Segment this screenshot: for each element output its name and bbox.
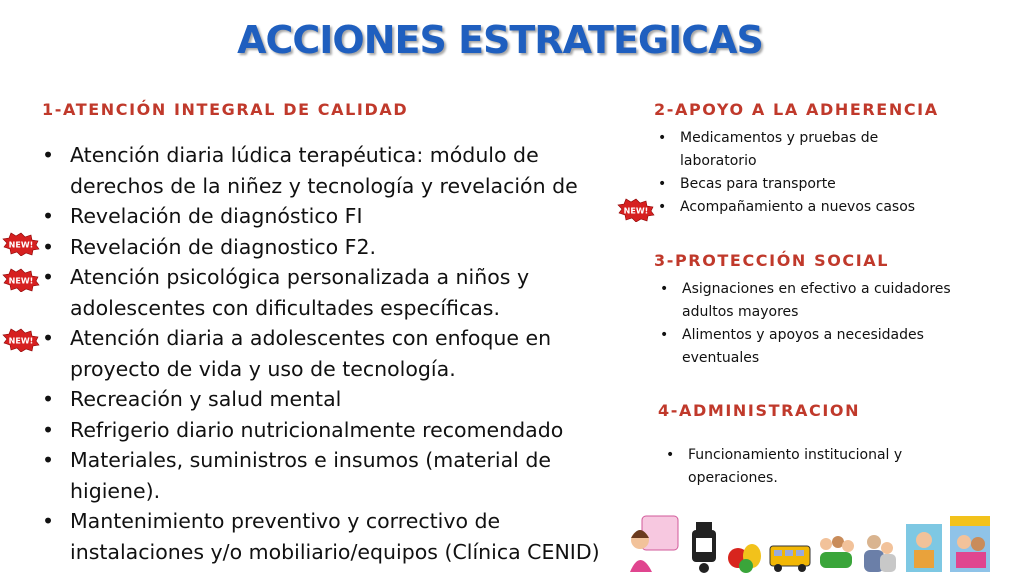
svg-text:NEW!: NEW!: [8, 276, 34, 286]
new-badge-icon: [2, 268, 40, 292]
section1-heading: 1-ATENCIÓN INTEGRAL DE CALIDAD: [42, 100, 409, 119]
section2-list: [654, 127, 974, 219]
section1-item: • Atención psicológica personalizada a niños y adolescentes con dificultades específicas.: [40, 262, 620, 323]
section1-item: • Refrigerio diario nutricionalmente recomendado: [40, 415, 620, 446]
svg-text:NEW!: NEW!: [623, 206, 649, 216]
section2-item: • Acompañamiento a nuevos casos: [654, 196, 974, 219]
section4-list: [662, 444, 952, 490]
section1-item: • Atención diaria a adolescentes con enfoque en proyecto de vida y uso de tecnología.: [40, 323, 620, 384]
medicine-bottle-icon: [686, 514, 722, 574]
new-badge-icon: [2, 328, 40, 352]
svg-text:NEW!: NEW!: [8, 336, 34, 346]
section2-item: • Medicamentos y pruebas de laboratorio: [654, 127, 910, 173]
girl-with-sign-icon: [624, 512, 682, 574]
illustration-strip: [624, 510, 1014, 574]
section4-heading: 4-ADMINISTRACION: [658, 401, 861, 420]
section1-item: • Mantenimiento preventivo y correctivo de instalaciones y/o mobiliario/equipos (Clínica CENID): [40, 506, 620, 567]
section1-item: • Revelación de diagnóstico FI: [40, 201, 620, 232]
fruits-icon: [726, 528, 764, 574]
section3-heading: 3-PROTECCIÓN SOCIAL: [654, 251, 890, 270]
section3-item: • Alimentos y apoyos a necesidades eventuales: [656, 324, 996, 370]
youth-poster-icon: [948, 514, 992, 574]
health-poster-icon: [904, 522, 944, 574]
new-badge-icon: [2, 232, 40, 256]
slide-title: ACCIONES ESTRATEGICAS: [237, 18, 763, 62]
section1-item: • Revelación de diagnostico F2.: [40, 232, 620, 263]
svg-text:NEW!: NEW!: [8, 240, 34, 250]
school-bus-icon: [768, 540, 812, 574]
section1-item: • Materiales, suministros e insumos (material de higiene).: [40, 445, 620, 506]
new-badge-icon: [617, 198, 655, 222]
section1-item: • Atención diaria lúdica terapéutica: módulo de derechos de la niñez y tecnología y revelación de: [40, 140, 620, 201]
section2-heading: 2-APOYO A LA ADHERENCIA: [654, 100, 939, 119]
section3-item: • Asignaciones en efectivo a cuidadores adultos mayores: [656, 278, 996, 324]
section3-list: [656, 278, 996, 370]
section2-item: • Becas para transporte: [654, 173, 974, 196]
section1-list: [40, 140, 620, 567]
section1-item: • Recreación y salud mental: [40, 384, 620, 415]
section4-item: • Funcionamiento institucional y operaciones.: [662, 444, 952, 490]
caregiver-icon: [860, 530, 900, 574]
children-group-icon: [816, 530, 856, 574]
